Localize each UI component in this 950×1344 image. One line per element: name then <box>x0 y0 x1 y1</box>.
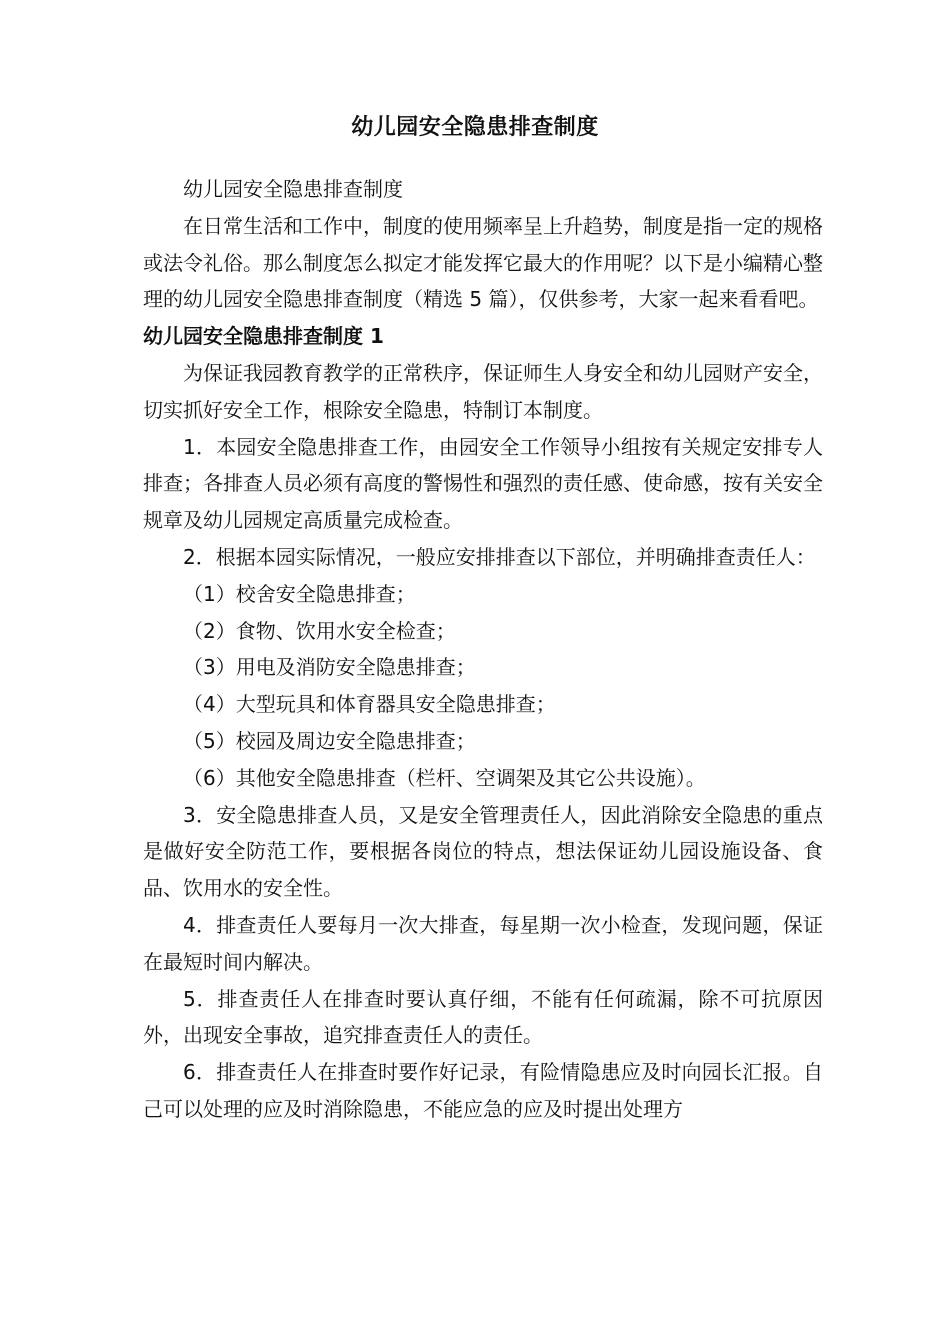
paragraph: 1．本园安全隐患排查工作，由园安全工作领导小组按有关规定安排专人排查；各排查人员必须有高度的警惕性和强烈的责任感、使命感，按有关安全规章及幼儿园规定高质量完成检查。 <box>143 434 823 533</box>
paragraph: 3．安全隐患排查人员，又是安全管理责任人，因此消除安全隐患的重点是做好安全防范工作，要根据各岗位的特点，想法保证幼儿园设施设备、食品、饮用水的安全性。 <box>143 802 823 901</box>
list-item: （6）其他安全隐患排查（栏杆、空调架及其它公共设施）。 <box>183 765 706 790</box>
document-title: 幼儿园安全隐患排查制度 <box>351 115 599 140</box>
list-item: （5）校园及周边安全隐患排查； <box>183 728 476 753</box>
paragraph: 6．排查责任人在排查时要作好记录，有险情隐患应及时向园长汇报。自己可以处理的应及时消除隐患，不能应急的应及时提出处理方 <box>143 1060 823 1121</box>
list-item: （1）校舍安全隐患排查； <box>183 581 416 606</box>
list-item: （2）食物、饮用水安全检查； <box>183 618 456 643</box>
paragraph: 2．根据本园实际情况，一般应安排排查以下部位，并明确排查责任人： <box>183 544 816 569</box>
paragraph: 5．排查责任人在排查时要认真仔细，不能有任何疏漏，除不可抗原因外，出现安全事故，追究排查责任人的责任。 <box>143 986 823 1048</box>
list-item: （3）用电及消防安全隐患排查； <box>183 655 476 680</box>
paragraph: 在日常生活和工作中，制度的使用频率呈上升趋势，制度是指一定的规格或法令礼俗。那么制度怎么拟定才能发挥它最大的作用呢？以下是小编精心整理的幼儿园安全隐患排查制度（精选 5 篇），仅供参考，大家一起来看看吧。 <box>143 213 823 312</box>
paragraph: 幼儿园安全隐患排查制度 <box>183 177 403 201</box>
paragraph: 为保证我园教育教学的正常秩序，保证师生人身安全和幼儿园财产安全，切实抓好安全工作，根除安全隐患，特制订本制度。 <box>143 360 823 422</box>
paragraph: 4．排查责任人要每月一次大排查，每星期一次小检查，发现问题，保证在最短时间内解决。 <box>143 912 823 974</box>
section-heading: 幼儿园安全隐患排查制度 1 <box>143 324 384 349</box>
document-body <box>143 171 823 1128</box>
list-item: （4）大型玩具和体育器具安全隐患排查； <box>183 692 556 717</box>
